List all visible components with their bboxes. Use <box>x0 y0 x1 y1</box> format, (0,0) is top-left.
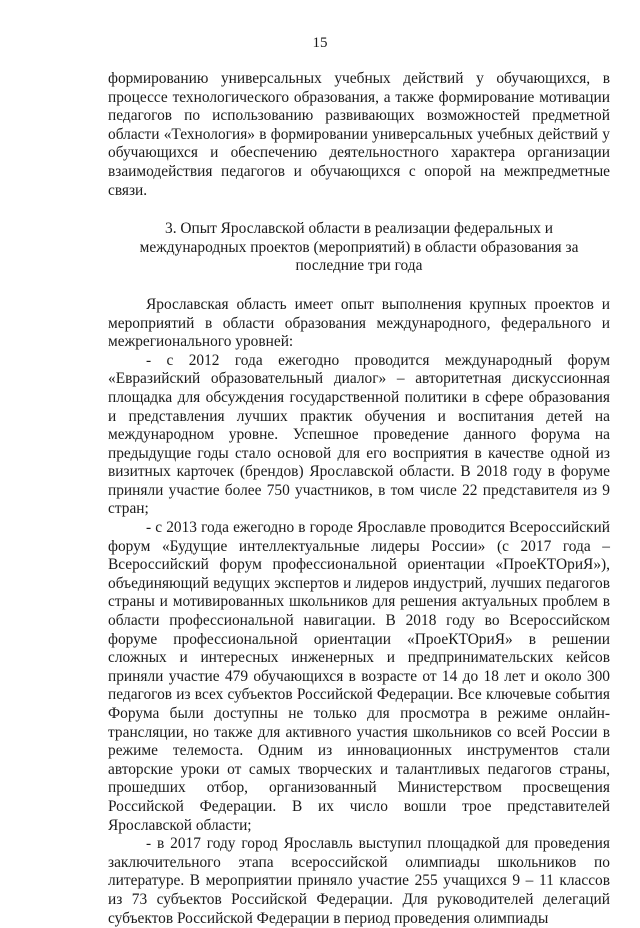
list-item-forum-eurasian: - с 2012 года ежегодно проводится международный форум «Евразийский образовательный диалог» – авторитетная дискуссионная площадка для обсуждения государственной политики в сфере образования и представления лучших практик обучения и воспитания детей на международном уровне. Успешное проведение данного форума на предыдущие годы стало основой для его восприятия в качестве одной из визитных карточек (брендов) Ярославской области. В 2018 году в форуме приняли участие более 750 участников, в том числе 22 представителя из 9 стран; <box>108 351 610 518</box>
page-body <box>108 70 610 928</box>
paragraph-intro: Ярославская область имеет опыт выполнения крупных проектов и мероприятий в области образования международного, федерального и межрегионального уровней: <box>108 295 610 351</box>
list-item-forum-proektoria: - с 2013 года ежегодно в городе Ярославле проводится Всероссийский форум «Будущие интеллектуальные лидеры России» (с 2017 года – Всероссийский форум профессиональной ориентации «ПроеКТОриЯ»), объединяющий ведущих экспертов и лидеров индустрий, лучших педагогов страны и мотивированных школьников для решения актуальных проблем в области профессиональной навигации. В 2018 году во Всероссийском форуме профессиональной ориентации «ПроеКТОриЯ» в решении сложных и интересных инженерных и предпринимательских кейсов приняли участие 479 обучающихся в возрасте от 14 до 18 лет и около 300 педагогов из всех субъектов Российской Федерации. Все ключевые события Форума были доступны не только для просмотра в режиме онлайн-трансляции, но также для активного участия школьников со всей России в режиме телемоста. Одним из инновационных инструментов стали авторские уроки от самых творческих и талантливых педагогов страны, прошедших отбор, организованный Министерством просвещения Российской Федерации. В их число вошли трое представителей Ярославской области; <box>108 519 610 834</box>
spacer <box>108 200 610 220</box>
paragraph-continuation: формированию универсальных учебных действий у обучающихся, в процессе технологического образования, а также формирование мотивации педагогов по использованию развивающих возможностей предметной области «Технология» в формировании универсальных учебных действий у обучающихся и обеспечению деятельностного характера организации взаимодействия педагогов и обучающихся с опорой на межпредметные связи. <box>108 70 610 199</box>
list-item-olympiad: - в 2017 году город Ярославль выступил площадкой для проведения заключительного этапа всероссийской олимпиады школьников по литературе. В мероприятии приняло участие 255 учащихся 9 – 11 классов из 73 субъектов Российской Федерации. Для руководителей делегаций субъектов Российской Федерации в период проведения олимпиады <box>108 835 610 927</box>
page-number: 15 <box>312 35 328 51</box>
section-heading: 3. Опыт Ярославской области в реализации федеральных и международных проектов (мероприятий) в области образования за последние три года <box>139 220 579 275</box>
spacer <box>108 276 610 296</box>
